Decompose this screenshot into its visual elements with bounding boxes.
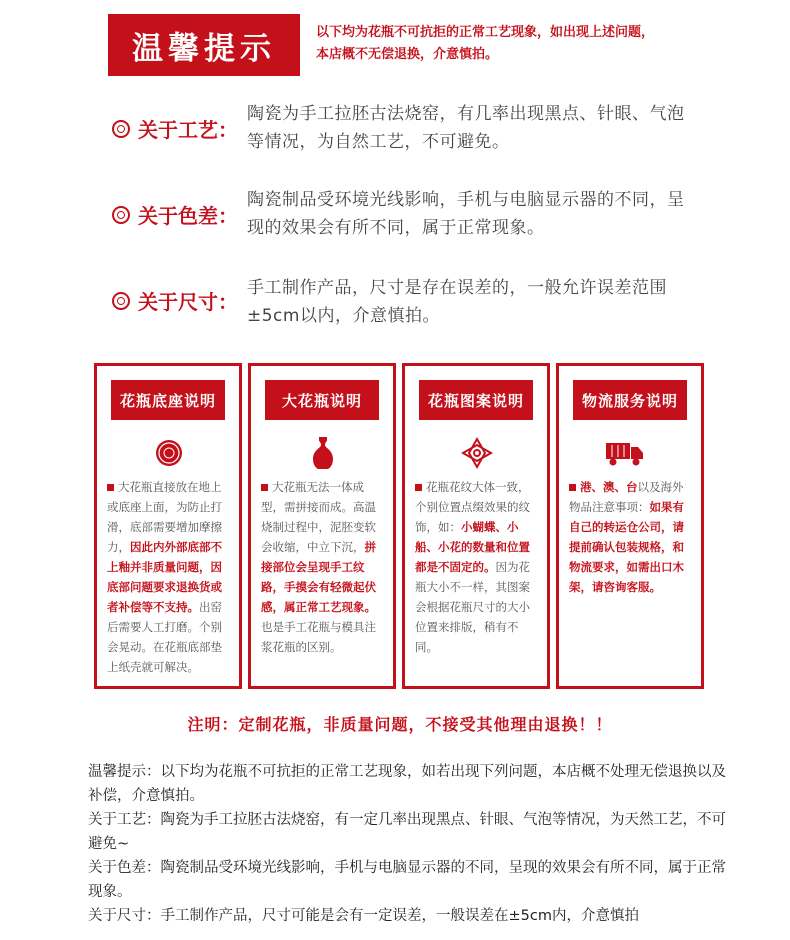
card-large-vase (248, 363, 396, 689)
card-title: 花瓶底座说明 (111, 380, 225, 420)
bullet-square-icon (261, 484, 268, 491)
bullet-square-icon (415, 484, 422, 491)
bottom-paragraph: 关于工艺：陶瓷为手工拉胚古法烧窑，有一定几率出现黑点、针眼、气泡等情况，为天然工艺，不可避免~ (88, 812, 726, 852)
note-label-craft: 关于工艺： (112, 114, 238, 143)
card-title: 物流服务说明 (573, 380, 687, 420)
card-base (94, 363, 242, 689)
note-text-color: 陶瓷制品受环境光线影响，手机与电脑显示器的不同，呈现的效果会有所不同，属于正常现象。 (247, 190, 685, 238)
card-logistics (556, 363, 704, 689)
header-note-line2: 本店概不无偿退换，介意慎拍。 (316, 47, 499, 62)
header-note-line1: 以下均为花瓶不可抗拒的正常工艺现象，如出现上述问题， (316, 25, 655, 40)
flower-pattern-icon (457, 433, 497, 473)
card-pattern (402, 363, 550, 689)
bullet-square-icon (107, 484, 114, 491)
note-text-craft: 陶瓷为手工拉胚古法烧窑，有几率出现黑点、针眼、气泡等情况，为自然工艺，不可避免。 (247, 104, 685, 152)
bullet-square-icon (569, 484, 576, 491)
target-icon (112, 120, 130, 138)
note-label-size: 关于尺寸： (112, 286, 238, 315)
header-title: 温馨提示 (132, 30, 276, 67)
card-title: 花瓶图案说明 (419, 380, 533, 420)
card-title: 大花瓶说明 (265, 380, 379, 420)
card-text: 大花瓶直接放在地上或底座上面，为防止打滑，底部需要增加摩擦力，因此内外部底部不上釉并非质量问题，因底部问题要求退换货或者补偿等不支持。出窑后需要人工打磨。个别会晃动。在花瓶底部垫上纸壳就可解决。 (107, 480, 222, 674)
base-plate-icon (149, 433, 189, 473)
card-text: 大花瓶无法一体成型，需拼接而成。高温烧制过程中，泥胚变软会收缩，中立下沉，拼接部位会呈现手工纹路，手摸会有轻微起伏感，属正常工艺现象。也是手工花瓶与模具注浆花瓶的区别。 (261, 480, 376, 654)
card-text: 港、澳、台以及海外物品注意事项：如果有自己的转运仓公司，请提前确认包装规格，和物流要求，如需出口木架，请咨询客服。 (569, 480, 684, 594)
bottom-text-block (88, 760, 728, 928)
note-text-size: 手工制作产品，尺寸是存在误差的，一般允许误差范围±5cm以内，介意慎拍。 (247, 278, 667, 326)
custom-vase-notice: 注明：定制花瓶，非质量问题，不接受其他理由退换！！ (187, 715, 613, 734)
bottom-paragraph: 关于尺寸：手工制作产品，尺寸可能是会有一定误差，一般误差在±5cm内，介意慎拍 (88, 908, 639, 924)
header-note (316, 22, 696, 66)
bottom-paragraph: 温馨提示：以下均为花瓶不可抗拒的正常工艺现象，如若出现下列问题，本店概不处理无偿退换以及补偿，介意慎拍。 (88, 764, 726, 804)
vase-icon (303, 433, 343, 473)
bottom-paragraph: 关于色差：陶瓷制品受环境光线影响，手机与电脑显示器的不同，呈现的效果会有所不同，属于正常现象。 (88, 860, 726, 900)
note-label-color: 关于色差： (112, 200, 238, 229)
target-icon (112, 292, 130, 310)
header-title-badge (108, 14, 300, 76)
card-text: 花瓶花纹大体一致，个别位置点缀效果的纹饰，如：小蝴蝶、小船、小花的数量和位置都是不固定的。因为花瓶大小不一样，其图案会根据花瓶尺寸的大小位置来排版，稍有不同。 (415, 480, 530, 654)
truck-icon (595, 433, 655, 473)
target-icon (112, 206, 130, 224)
